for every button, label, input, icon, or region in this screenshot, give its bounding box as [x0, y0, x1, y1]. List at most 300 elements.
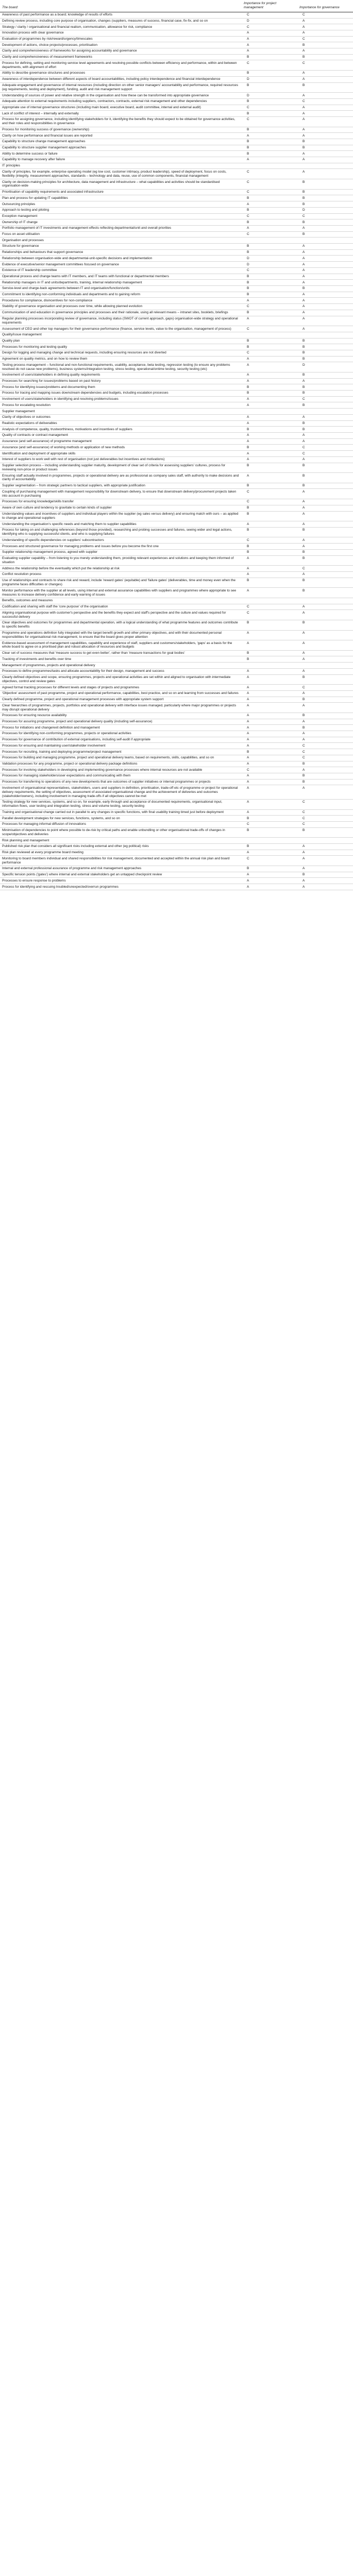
table-row: [0, 473, 353, 483]
rating-governance: A: [297, 690, 353, 697]
row-description: Processes for identifying non-conforming programmes, projects or operational activities: [0, 731, 242, 737]
table-row: [0, 527, 353, 537]
rating-governance: A: [297, 169, 353, 179]
rating-project-management: A: [242, 378, 297, 384]
row-description: Evaluation of programmes by risk/reward/urgency/timescales: [0, 36, 242, 42]
rating-governance: B: [297, 620, 353, 630]
rating-project-management: B: [242, 527, 297, 537]
table-row: [0, 231, 353, 238]
rating-governance: A: [297, 438, 353, 445]
rating-governance: A: [297, 737, 353, 743]
rating-governance: A: [297, 157, 353, 163]
table-row: [0, 588, 353, 598]
rating-governance: B: [297, 391, 353, 397]
table-row: [0, 640, 353, 651]
rating-project-management: A: [242, 402, 297, 409]
rating-governance: B: [297, 145, 353, 151]
rating-project-management: B: [242, 71, 297, 77]
table-row: [0, 344, 353, 350]
table-row: [0, 145, 353, 151]
rating-project-management: A: [242, 157, 297, 163]
rating-project-management: [242, 663, 297, 669]
table-row: [0, 489, 353, 499]
rating-governance: B: [297, 285, 353, 292]
rating-governance: C: [297, 799, 353, 809]
table-row: [0, 566, 353, 572]
table-row: [0, 201, 353, 208]
rating-project-management: C: [242, 189, 297, 195]
rating-governance: [297, 598, 353, 604]
rating-governance: C: [297, 749, 353, 755]
rating-project-management: C: [242, 105, 297, 111]
row-description: Realistic expectations of deliverables: [0, 420, 242, 427]
rating-project-management: [242, 598, 297, 604]
rating-governance: A: [297, 785, 353, 800]
table-row: [0, 98, 353, 105]
row-description: Process for monitoring success of governance (ownership): [0, 127, 242, 133]
table-row: [0, 391, 353, 397]
rating-project-management: C: [242, 304, 297, 310]
rating-governance: A: [297, 244, 353, 250]
table-row: [0, 656, 353, 663]
row-description: Published risk plan that considers all significant risks including external and other (eg political) risks: [0, 843, 242, 850]
rating-project-management: C: [242, 821, 297, 827]
rating-project-management: B: [242, 82, 297, 93]
rating-project-management: C: [242, 24, 297, 30]
table-row: [0, 326, 353, 332]
rating-governance: A: [297, 856, 353, 866]
rating-project-management: A: [242, 850, 297, 856]
rating-governance: C: [297, 60, 353, 71]
rating-project-management: B: [242, 816, 297, 822]
rating-governance: B: [297, 372, 353, 378]
row-description: Existence of IT leadership committee: [0, 267, 242, 274]
table-row: [0, 139, 353, 145]
row-description: Processes to define programmes/tasks and allocate accountability for their design, management and success: [0, 668, 242, 674]
row-description: Clearly defined objectives and scope, ensuring programmes, projects and operational activities are set within and aligned to organisation with intermediate objectives, control and review gates: [0, 674, 242, 685]
rating-governance: A: [297, 719, 353, 725]
rating-project-management: A: [242, 697, 297, 703]
rating-governance: C: [297, 566, 353, 572]
row-description: Supplier segmentation – from strategic partners to tactical suppliers, with appropriate justification: [0, 483, 242, 489]
table-row: [0, 521, 353, 528]
rating-governance: A: [297, 414, 353, 420]
rating-project-management: B: [242, 127, 297, 133]
rating-governance: A: [297, 48, 353, 55]
row-description: Understanding the organisation's specific needs and matching them to supplier capabilities: [0, 521, 242, 528]
rating-project-management: B: [242, 445, 297, 451]
rating-project-management: A: [242, 433, 297, 439]
row-description: Testing strategy for new services, systems, and so on, for example, early through and acceptance of documented requirements, organisational input, information flows, user testing and integration testing, stress and volume testing, security testing: [0, 799, 242, 809]
table-row: [0, 767, 353, 773]
row-description: Process for assigning governance, including identifying stakeholders for it, identifying the benefits they should expect to be obtained for governance activities, and their roles and responsibilities in governance: [0, 116, 242, 127]
table-section-row: [0, 238, 353, 244]
table-row: [0, 24, 353, 30]
rating-governance: B: [297, 773, 353, 779]
rating-governance: A: [297, 511, 353, 521]
requirements-table: [0, 0, 353, 890]
rating-governance: B: [297, 674, 353, 685]
row-description: Understanding of specific dependencies on suppliers' subcontractors: [0, 537, 242, 544]
rating-project-management: A: [242, 521, 297, 528]
row-description: Capability to manage recovery after failure: [0, 157, 242, 163]
table-row: [0, 60, 353, 71]
rating-project-management: A: [242, 225, 297, 231]
rating-governance: C: [297, 743, 353, 749]
row-description: Structure for governance: [0, 244, 242, 250]
row-description: Identification and deployment of appropriate skills: [0, 451, 242, 457]
rating-governance: B: [297, 54, 353, 60]
rating-project-management: A: [242, 133, 297, 139]
rating-project-management: A: [242, 30, 297, 36]
section-heading: IT principles: [0, 163, 242, 169]
row-description: Processes for building and managing programme, project and operational delivery teams, based on requirements, skills, capabilities, and so on: [0, 755, 242, 761]
rating-project-management: A: [242, 878, 297, 884]
rating-governance: A: [297, 127, 353, 133]
table-row: [0, 827, 353, 838]
rating-project-management: B: [242, 338, 297, 344]
row-description: Codification and sharing with staff the 'core purpose' of the organisation: [0, 604, 242, 610]
row-description: Understanding values and incentives of suppliers and individual players within the supplier (eg sales versus delivery) and ensuring match with ours – as applied to change and operational suppliers: [0, 511, 242, 521]
table-row: [0, 396, 353, 402]
rating-governance: B: [297, 231, 353, 238]
rating-project-management: B: [242, 151, 297, 157]
rating-project-management: B: [242, 620, 297, 630]
rating-governance: A: [297, 71, 353, 77]
table-row: [0, 274, 353, 280]
rating-project-management: B: [242, 511, 297, 521]
rating-governance: A: [297, 866, 353, 872]
rating-project-management: B: [242, 549, 297, 555]
rating-project-management: [242, 163, 297, 169]
row-description: Involvement of users/stakeholders in defining quality requirements: [0, 372, 242, 378]
row-description: Quality plan: [0, 338, 242, 344]
rating-project-management: A: [242, 362, 297, 372]
table-row: [0, 878, 353, 884]
rating-governance: A: [297, 640, 353, 651]
rating-governance: B: [297, 402, 353, 409]
table-row: [0, 445, 353, 451]
rating-project-management: B: [242, 578, 297, 588]
row-description: Processes to ensure response to problems: [0, 878, 242, 884]
rating-governance: B: [297, 420, 353, 427]
rating-governance: A: [297, 767, 353, 773]
table-section-row: [0, 409, 353, 415]
row-description: Communication of and education in governance principles and processes and their rationale, using all relevant means – intranet sites, booklets, briefings: [0, 310, 242, 316]
table-row: [0, 179, 353, 190]
table-row: [0, 773, 353, 779]
row-description: Processes for monitoring and testing quality: [0, 344, 242, 350]
table-row: [0, 292, 353, 298]
row-description: Adequate engagement and governance of internal resources (including direction on other senior managers' accountability and performance, required resources (eg requirements, testing and deployment), funding, audit and risk management support: [0, 82, 242, 93]
rating-project-management: B: [242, 145, 297, 151]
rating-governance: A: [297, 604, 353, 610]
rating-project-management: B: [242, 866, 297, 872]
row-description: 'Objective' assessment of past programme, project and operational performance, capabilities, best practice, and so on and learning from successes and failures: [0, 690, 242, 697]
rating-governance: [297, 238, 353, 244]
rating-governance: D: [297, 207, 353, 213]
row-description: Evidence-based assessment of management capabilities, capability and experience of staff, suppliers and customers/stakeholders, 'gaps' as a basis for the whole board to agree on a prioritised plan and robust allocation of resources and budgets: [0, 640, 242, 651]
row-description: Monitoring to board members individual and shared responsibilities for risk management, documented and accepted within the annual risk plan and board performance: [0, 856, 242, 866]
rating-governance: B: [297, 588, 353, 598]
rating-governance: A: [297, 843, 353, 850]
section-heading: Supplier management: [0, 409, 242, 415]
rating-project-management: B: [242, 544, 297, 550]
rating-governance: D: [297, 362, 353, 372]
rating-project-management: C: [242, 499, 297, 505]
rating-governance: A: [297, 656, 353, 663]
table-row: [0, 809, 353, 816]
row-description: Relationships and behaviours that support governance: [0, 249, 242, 256]
row-description: Adequate attention to external requirements including suppliers, contractors, contracts, external risk management and other dependencies: [0, 98, 242, 105]
table-row: [0, 378, 353, 384]
rating-governance: A: [297, 267, 353, 274]
rating-project-management: A: [242, 685, 297, 691]
rating-governance: B: [297, 42, 353, 48]
table-row: [0, 356, 353, 362]
table-row: [0, 511, 353, 521]
row-description: Awareness of interdependence between different aspects of board accountabilities, including policy interdependence and financial interdependence: [0, 76, 242, 82]
rating-project-management: B: [242, 111, 297, 117]
row-description: Clearly defined programme, project and operational management processes with appropriate system support: [0, 697, 242, 703]
rating-governance: A: [297, 571, 353, 578]
rating-project-management: A: [242, 473, 297, 483]
table-row: [0, 427, 353, 433]
rating-governance: B: [297, 201, 353, 208]
rating-project-management: B: [242, 139, 297, 145]
table-row: [0, 12, 353, 18]
rating-project-management: A: [242, 743, 297, 749]
rating-project-management: [242, 238, 297, 244]
rating-project-management: C: [242, 326, 297, 332]
rating-project-management: A: [242, 316, 297, 326]
row-description: Lack of conflict of interest – internally and externally: [0, 111, 242, 117]
table-row: [0, 304, 353, 310]
table-row: [0, 195, 353, 201]
row-description: Tracking of investments and benefits over time: [0, 656, 242, 663]
rating-governance: A: [297, 18, 353, 24]
rating-governance: A: [297, 105, 353, 111]
rating-governance: B: [297, 473, 353, 483]
table-row: [0, 30, 353, 36]
rating-project-management: D: [242, 76, 297, 82]
rating-governance: A: [297, 505, 353, 511]
rating-project-management: B: [242, 207, 297, 213]
rating-governance: A: [297, 630, 353, 640]
row-description: Processes for searching for issues/problems based on past history: [0, 378, 242, 384]
rating-project-management: B: [242, 656, 297, 663]
table-row: [0, 116, 353, 127]
table-row: [0, 737, 353, 743]
rating-project-management: C: [242, 213, 297, 219]
rating-project-management: B: [242, 310, 297, 316]
rating-project-management: A: [242, 298, 297, 304]
table-row: [0, 157, 353, 163]
rating-governance: A: [297, 256, 353, 262]
row-description: Strategy / clarity / organisational and financial realism, communication, allowance for risk, compliance: [0, 24, 242, 30]
table-row: [0, 372, 353, 378]
row-description: Process for identifying issues/problems and documenting them: [0, 384, 242, 391]
rating-project-management: C: [242, 267, 297, 274]
row-description: Plan and process for updating IT capabilities: [0, 195, 242, 201]
row-description: Involvement of users/stakeholders in identifying and resolving problems/issues: [0, 396, 242, 402]
rating-project-management: A: [242, 571, 297, 578]
rating-governance: [297, 838, 353, 844]
row-description: Supplier relationship management process, agreed with supplier: [0, 549, 242, 555]
rating-project-management: D: [242, 262, 297, 268]
row-description: Design for logging and managing change and technical requests, including ensuring resources are not diverted: [0, 350, 242, 356]
rating-governance: B: [297, 384, 353, 391]
table-section-row: [0, 598, 353, 604]
rating-governance: A: [297, 731, 353, 737]
rating-governance: A: [297, 544, 353, 550]
row-description: Awareness of past performance as a board; knowledge of results of efforts: [0, 12, 242, 18]
rating-project-management: A: [242, 456, 297, 463]
rating-project-management: A: [242, 761, 297, 767]
rating-governance: A: [297, 326, 353, 332]
rating-governance: B: [297, 549, 353, 555]
row-description: Process for taking on and challenging references (beyond those provided), researching and probing successes and failures, seeing wider and legal actions, identifying who is supplying successful clients, and who is supplying failures: [0, 527, 242, 537]
table-row: [0, 668, 353, 674]
row-description: Commitment to identifying non-conforming individuals and departments and to gaining reform: [0, 292, 242, 298]
row-description: Relationship between organisation-wide and departmental-unit-specific decisions and implementation: [0, 256, 242, 262]
row-description: Clarity on decision-making principles for architecture, data management and infrastructure – what capabilities and activities should be standardised organisation-wide: [0, 179, 242, 190]
row-description: Monitor performance with the supplier at all levels, using internal and external assurance capabilities with suppliers and programmes where appropriate to see measures to increase delivery confidence and early warning of issues: [0, 588, 242, 598]
table-row: [0, 690, 353, 697]
table-section-row: [0, 838, 353, 844]
row-description: Clarity on how performance and financial issues are reported: [0, 133, 242, 139]
rating-project-management: A: [242, 668, 297, 674]
table-header-row: [0, 0, 353, 12]
rating-governance: B: [297, 872, 353, 878]
table-row: [0, 362, 353, 372]
rating-governance: C: [297, 685, 353, 691]
rating-project-management: A: [242, 201, 297, 208]
row-description: Innovation process with clear governance: [0, 30, 242, 36]
rating-governance: A: [297, 280, 353, 286]
row-description: Minimisation of dependencies to point where possible to de-risk by critical paths and enable unbundling or other organisational trade-offs of changes in scope/objectives and deliveries: [0, 827, 242, 838]
rating-project-management: A: [242, 737, 297, 743]
rating-project-management: C: [242, 231, 297, 238]
row-description: Specific tension points ('gates') where internal and external stakeholders get an untapped checkpoint review: [0, 872, 242, 878]
row-description: Development of actions, choice projects/processes, prioritisation: [0, 42, 242, 48]
rating-project-management: D: [242, 93, 297, 99]
rating-governance: B: [297, 179, 353, 190]
row-description: Risk plan reviewed at every programme board meeting: [0, 850, 242, 856]
table-row: [0, 703, 353, 713]
rating-project-management: A: [242, 755, 297, 761]
row-description: Agreed formal tracking processes for different levels and stages of projects and programmes: [0, 685, 242, 691]
rating-governance: A: [297, 650, 353, 656]
table-row: [0, 316, 353, 326]
row-description: Evaluating supplier capability – from listening to you merely understanding them, providing relevant experiences and solutions and keeping them informed of situation: [0, 555, 242, 566]
rating-governance: [297, 409, 353, 415]
table-row: [0, 884, 353, 890]
table-row: [0, 674, 353, 685]
rating-governance: A: [297, 298, 353, 304]
row-description: Aligning organisational purpose with customer's perspective and the benefits they expect and staff's perspective and the culture and values required for successful delivery: [0, 610, 242, 620]
rating-governance: A: [297, 884, 353, 890]
rating-governance: A: [297, 537, 353, 544]
table-row: [0, 843, 353, 850]
row-description: Clear set of success measures that 'measure success to get even better', rather than 'measure transactions for goal bodies': [0, 650, 242, 656]
table-row: [0, 537, 353, 544]
rating-governance: A: [297, 610, 353, 620]
table-row: [0, 262, 353, 268]
rating-governance: C: [297, 12, 353, 18]
rating-project-management: B: [242, 54, 297, 60]
rating-project-management: B: [242, 344, 297, 350]
rating-project-management: A: [242, 719, 297, 725]
rating-governance: B: [297, 527, 353, 537]
rating-governance: C: [297, 213, 353, 219]
row-description: Clear objectives and outcomes for programmes and departmental operation, with a logical understanding of what programme features and outcomes contribute to specific benefits: [0, 620, 242, 630]
rating-project-management: A: [242, 438, 297, 445]
table-row: [0, 731, 353, 737]
row-description: Assurance (and self-assurance) of working methods or application of new methods: [0, 445, 242, 451]
rating-project-management: C: [242, 767, 297, 773]
row-description: Supplier selection process – including understanding supplier maturity, development of clear set of criteria for assessing suppliers' cultures, process for reviewing non-price or product issues: [0, 463, 242, 473]
row-description: Analysis of competence, quality, trustworthiness, motivations and incentives of suppliers: [0, 427, 242, 433]
row-description: Evidence of executive/senior management committees focused on governance: [0, 262, 242, 268]
section-heading: Organisation and processes: [0, 238, 242, 244]
column-header-governance: Importance for governance: [297, 0, 353, 12]
table-row: [0, 219, 353, 226]
table-row: [0, 779, 353, 785]
rating-project-management: A: [242, 36, 297, 42]
rating-project-management: B: [242, 285, 297, 292]
rating-governance: A: [297, 489, 353, 499]
rating-project-management: B: [242, 505, 297, 511]
row-description: Processes for governance of contribution of external organisations, including self-audit if appropriate: [0, 737, 242, 743]
row-description: Capability to structure change management approaches: [0, 139, 242, 145]
table-row: [0, 225, 353, 231]
rating-project-management: A: [242, 451, 297, 457]
rating-governance: B: [297, 555, 353, 566]
table-row: [0, 18, 353, 24]
rating-governance: A: [297, 133, 353, 139]
table-row: [0, 169, 353, 179]
rating-project-management: B: [242, 274, 297, 280]
row-description: Clarity of principles, for example, enterprise operating model (eg low cost, customer intimacy, product leadership), speed of deployment, focus on costs, flexibility (integrity, measurement approaches, standards – technology and data, reuse, use of common components, financial management: [0, 169, 242, 179]
rating-project-management: A: [242, 785, 297, 800]
rating-governance: B: [297, 725, 353, 731]
rating-governance: A: [297, 24, 353, 30]
table-row: [0, 267, 353, 274]
row-description: Clarity and comprehensiveness of measurement frameworks: [0, 54, 242, 60]
table-row: [0, 48, 353, 55]
rating-project-management: A: [242, 640, 297, 651]
table-row: [0, 451, 353, 457]
rating-governance: B: [297, 578, 353, 588]
rating-project-management: C: [242, 116, 297, 127]
rating-governance: C: [297, 821, 353, 827]
table-row: [0, 420, 353, 427]
rating-governance: [297, 332, 353, 338]
rating-project-management: B: [242, 292, 297, 298]
row-description: Processes for recruiting, training and deploying programme/project management: [0, 749, 242, 755]
rating-project-management: A: [242, 713, 297, 719]
table-row: [0, 719, 353, 725]
row-description: Ensuring staff actually involved in programmes, projects or operational delivery are as professional as company sales staff, with authority to make decisions and clarity of accountability: [0, 473, 242, 483]
rating-project-management: C: [242, 489, 297, 499]
section-heading: Quality/issue management: [0, 332, 242, 338]
table-row: [0, 799, 353, 809]
row-description: Involvement of organisational representatives, stakeholders, users and suppliers in definition, prioritisation, trade-off etc of programme or project for operational delivery requirements, the setting of objectives, assessment of associated organisational change and the achievement of deliveries and outcomes (stakeholder/owners), including involvement in managing trade-offs if all objectives cannot be met: [0, 785, 242, 800]
rating-governance: A: [297, 30, 353, 36]
table-row: [0, 338, 353, 344]
rating-project-management: B: [242, 280, 297, 286]
